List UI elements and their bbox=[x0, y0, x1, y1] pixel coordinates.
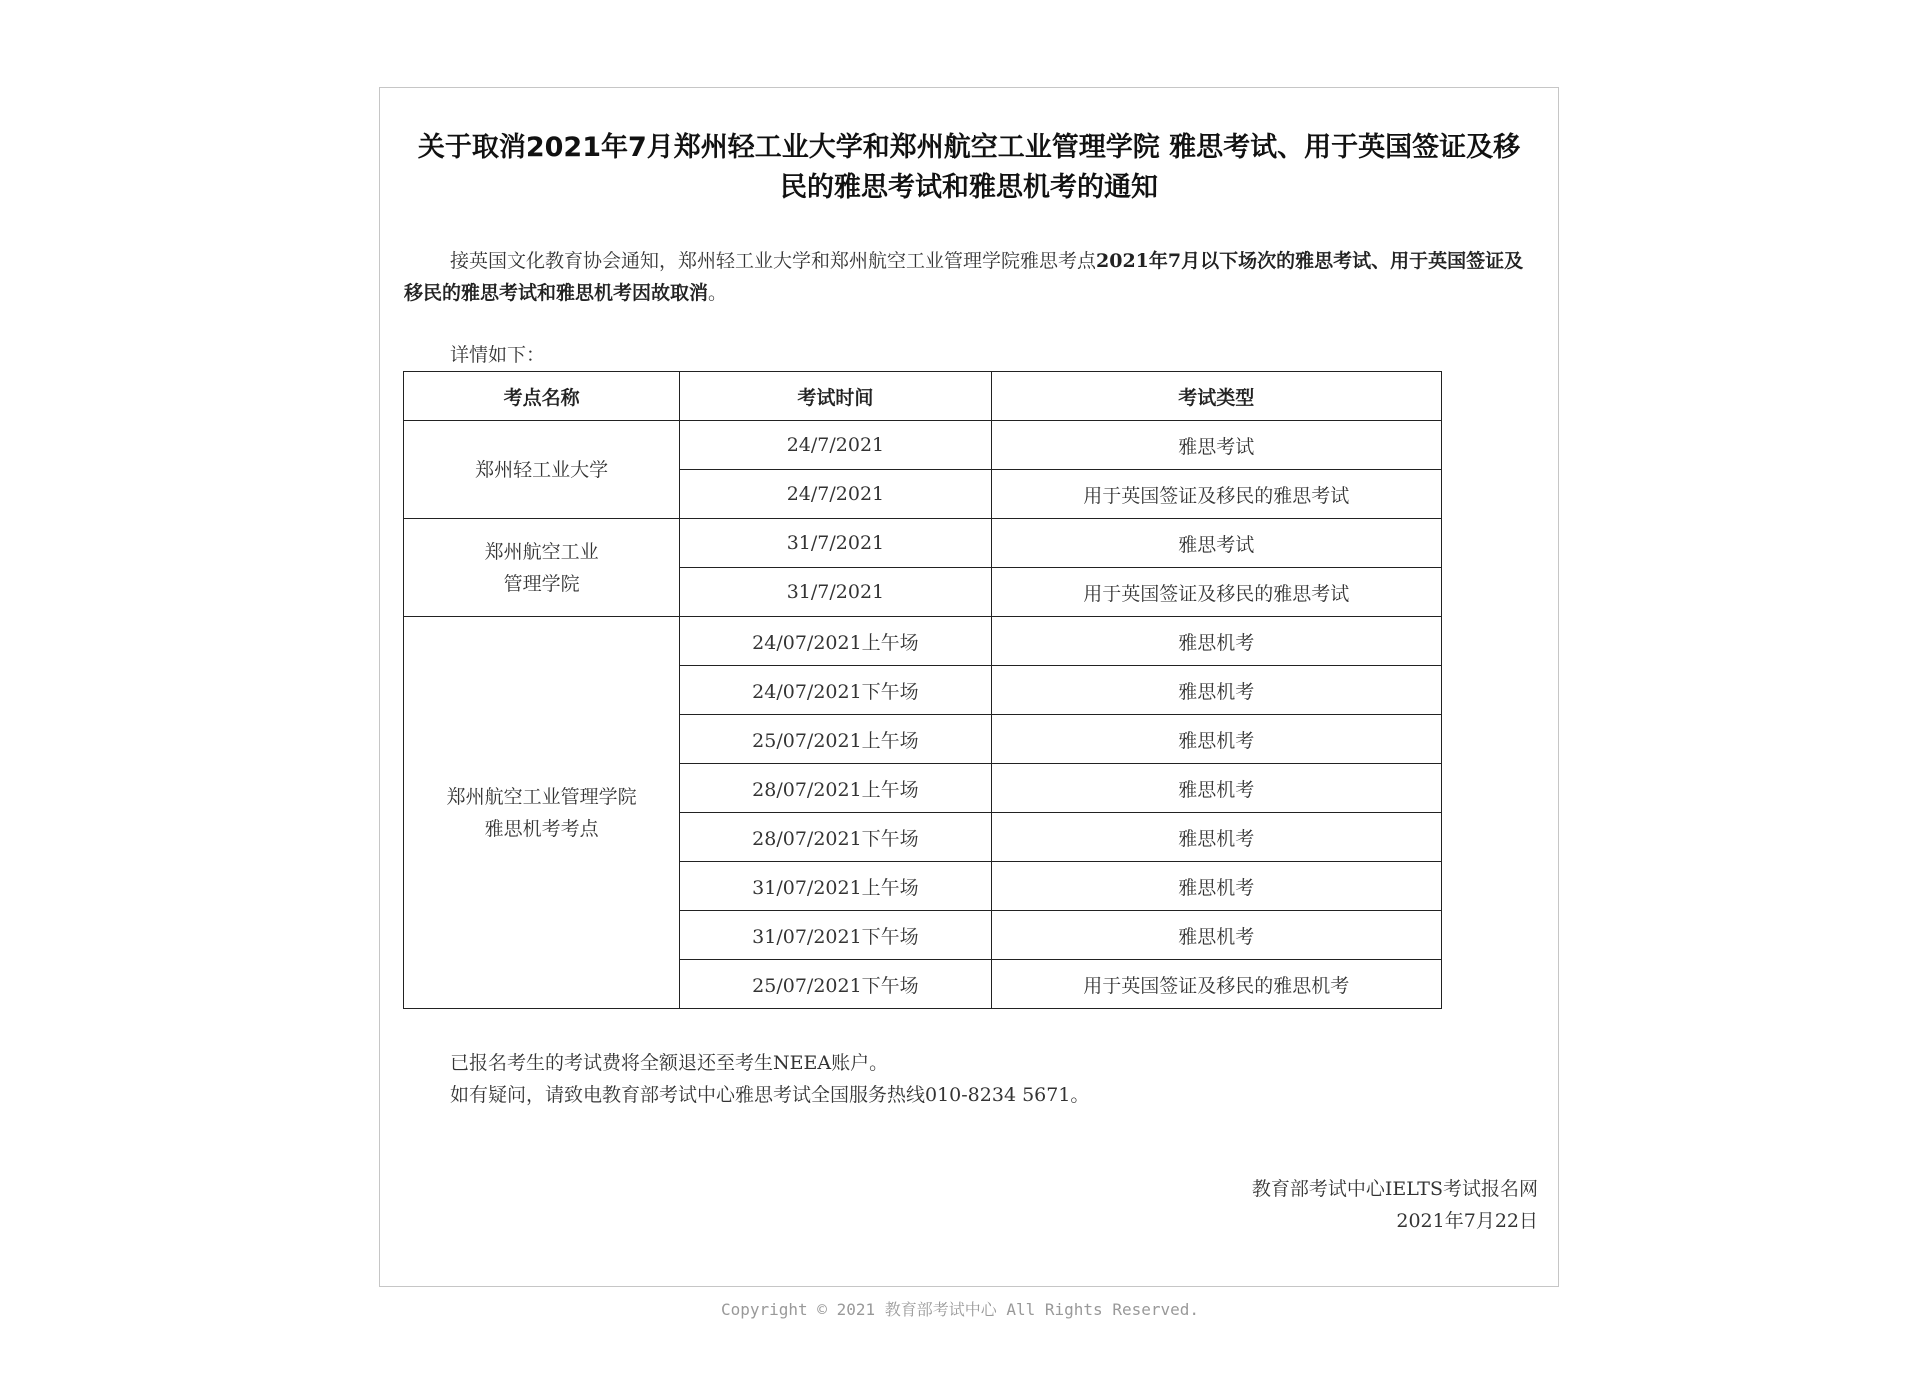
header-venue: 考点名称 bbox=[404, 372, 680, 421]
date-cell: 31/07/2021上午场 bbox=[680, 862, 991, 911]
signature-date: 2021年7月22日 bbox=[1396, 1210, 1538, 1232]
details-label: 详情如下： bbox=[450, 344, 546, 366]
exam-table bbox=[403, 371, 1442, 1009]
date-cell: 31/07/2021下午场 bbox=[680, 911, 991, 960]
notice-title: 关于取消2021年7月郑州轻工业大学和郑州航空工业管理学院 雅思考试、用于英国签证及移民的雅思考试和雅思机考的通知 bbox=[417, 132, 1521, 203]
contact-note: 如有疑问，请致电教育部考试中心雅思考试全国服务热线010-8234 5671。 bbox=[450, 1084, 1090, 1106]
refund-note: 已报名考生的考试费将全额退还至考生NEEA账户。 bbox=[450, 1052, 889, 1074]
copyright-footer: Copyright © 2021 教育部考试中心 All Rights Reserved. bbox=[720, 1300, 1200, 1319]
notice-intro-end: 。 bbox=[708, 282, 728, 304]
type-cell: 用于英国签证及移民的雅思机考 bbox=[991, 960, 1441, 1009]
notice-intro-bold: 2021年7月以下场次的雅思考试、用于英国签证及移民的雅思考试和雅思机考因故取消 bbox=[404, 250, 1524, 304]
date-cell: 25/07/2021下午场 bbox=[680, 960, 991, 1009]
signature-block bbox=[1252, 1173, 1538, 1237]
signature-org: 教育部考试中心IELTS考试报名网 bbox=[1251, 1178, 1538, 1200]
venue-cell bbox=[404, 519, 680, 617]
date-cell: 31/7/2021 bbox=[680, 568, 991, 617]
type-cell: 雅思考试 bbox=[991, 519, 1441, 568]
type-cell: 雅思机考 bbox=[991, 813, 1441, 862]
date-cell: 24/7/2021 bbox=[680, 421, 991, 470]
date-cell: 25/07/2021上午场 bbox=[680, 715, 991, 764]
table-row bbox=[404, 617, 1442, 666]
type-cell: 雅思机考 bbox=[991, 666, 1441, 715]
date-cell: 24/07/2021下午场 bbox=[680, 666, 991, 715]
type-cell: 雅思机考 bbox=[991, 862, 1441, 911]
venue-line: 雅思机考考点 bbox=[484, 817, 599, 840]
type-cell: 雅思机考 bbox=[991, 764, 1441, 813]
notice-intro bbox=[404, 245, 1540, 309]
venue-cell bbox=[404, 617, 680, 1009]
header-time: 考试时间 bbox=[680, 372, 991, 421]
venue-cell: 郑州轻工业大学 bbox=[404, 421, 680, 519]
table-row bbox=[404, 421, 1442, 470]
type-cell: 用于英国签证及移民的雅思考试 bbox=[991, 568, 1441, 617]
type-cell: 雅思机考 bbox=[991, 715, 1441, 764]
type-cell: 雅思机考 bbox=[991, 617, 1441, 666]
date-cell: 31/7/2021 bbox=[680, 519, 991, 568]
table-header-row bbox=[404, 372, 1442, 421]
date-cell: 24/7/2021 bbox=[680, 470, 991, 519]
notice-intro-plain: 接英国文化教育协会通知，郑州轻工业大学和郑州航空工业管理学院雅思考点 bbox=[450, 250, 1097, 272]
header-type: 考试类型 bbox=[991, 372, 1441, 421]
venue-line: 郑州航空工业 bbox=[484, 540, 599, 563]
venue-line: 管理学院 bbox=[503, 572, 580, 595]
type-cell: 雅思考试 bbox=[991, 421, 1441, 470]
date-cell: 28/07/2021上午场 bbox=[680, 764, 991, 813]
date-cell: 28/07/2021下午场 bbox=[680, 813, 991, 862]
venue-line: 郑州航空工业管理学院 bbox=[446, 785, 637, 808]
table-row bbox=[404, 519, 1442, 568]
date-cell: 24/07/2021上午场 bbox=[680, 617, 991, 666]
type-cell: 雅思机考 bbox=[991, 911, 1441, 960]
type-cell: 用于英国签证及移民的雅思考试 bbox=[991, 470, 1441, 519]
